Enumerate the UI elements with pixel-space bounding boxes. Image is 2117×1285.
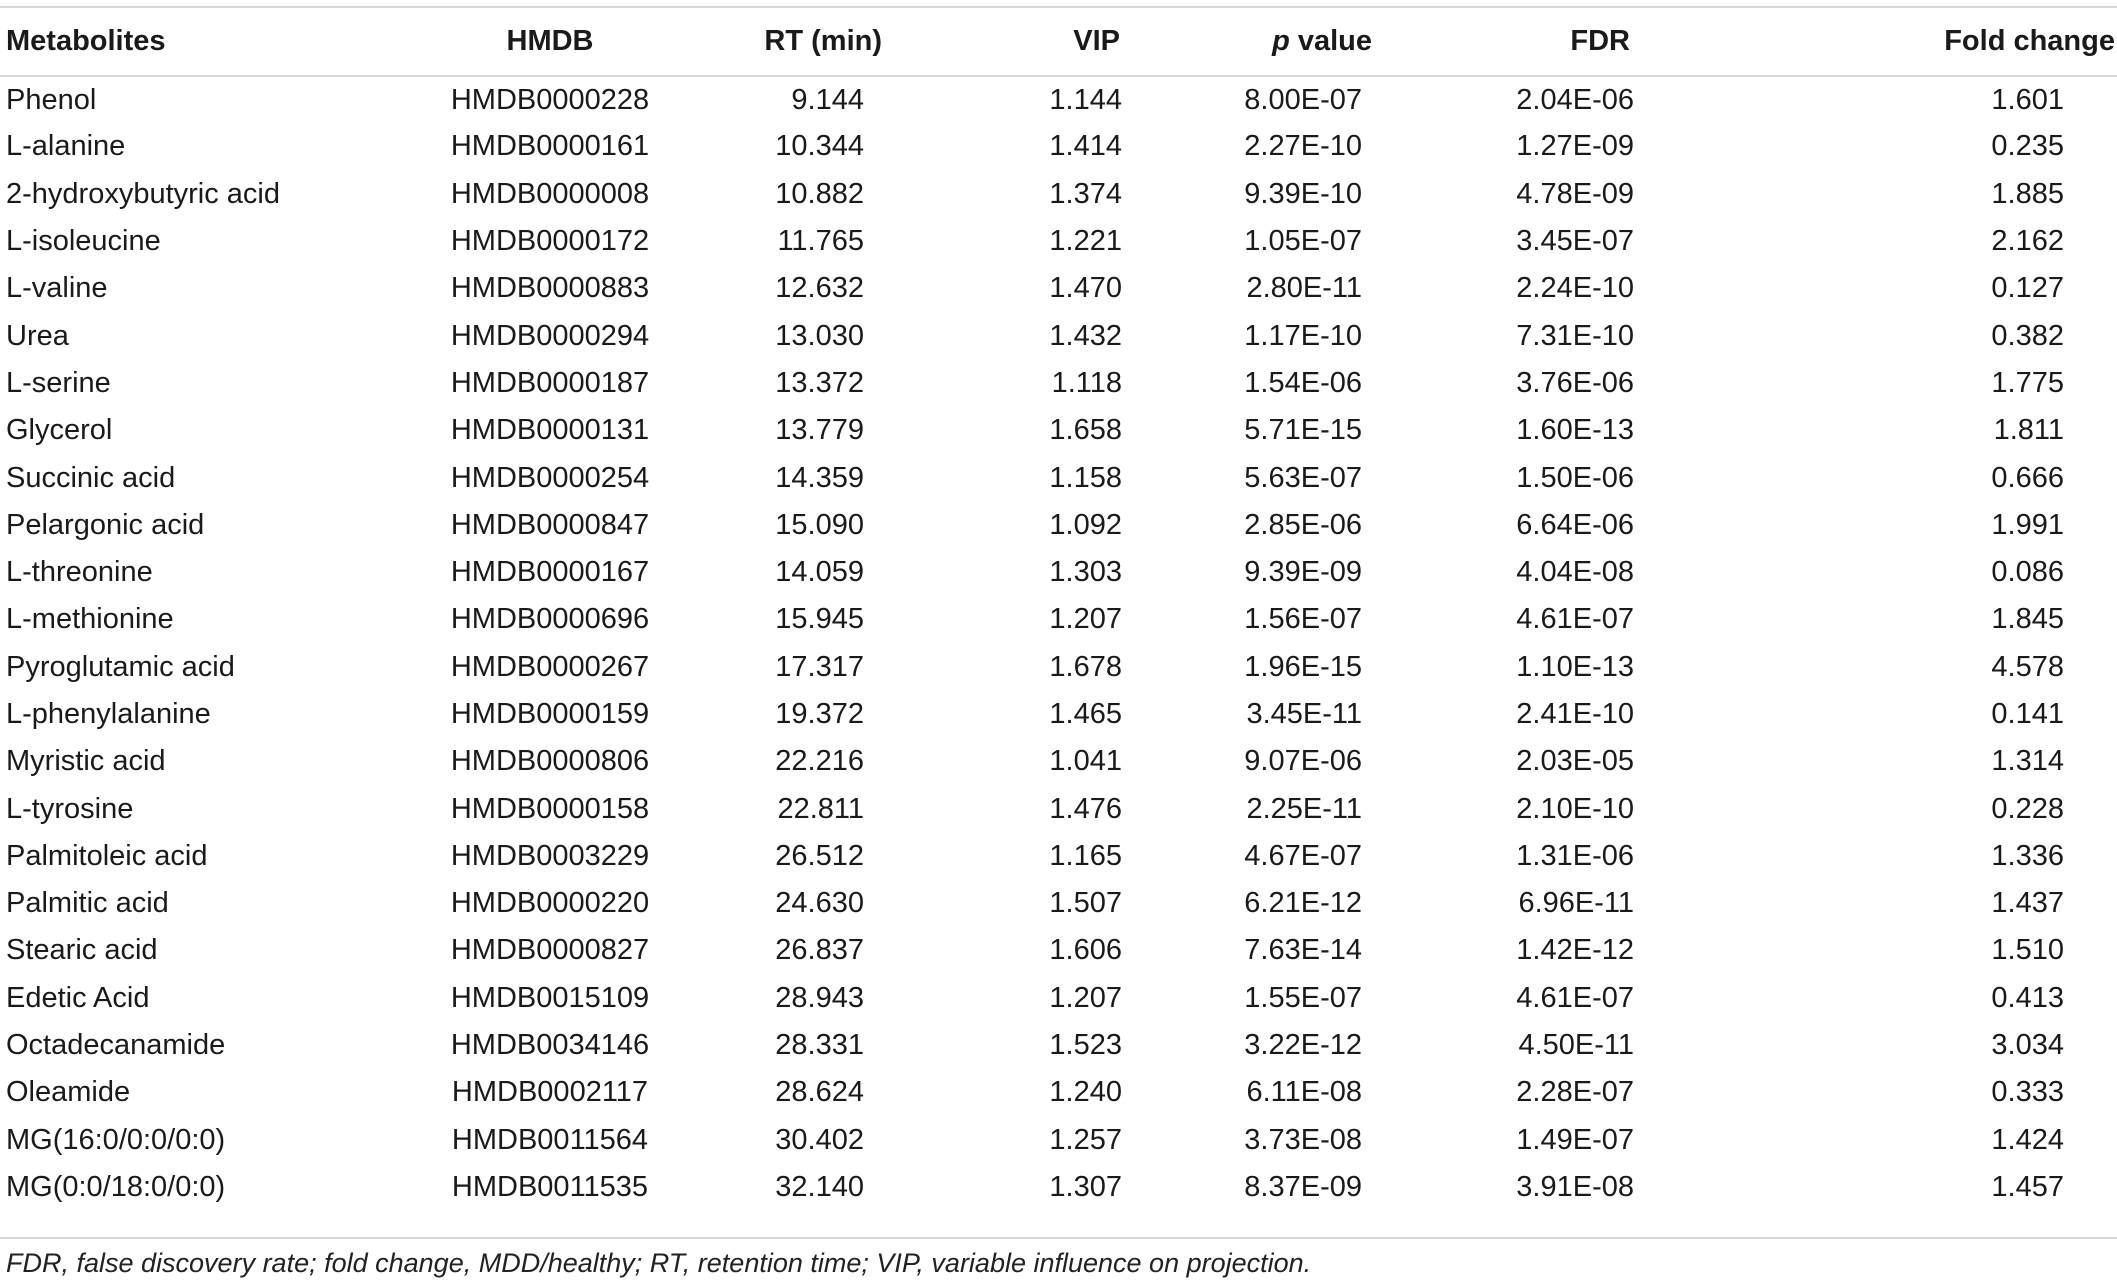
cell-rt: 14.059 bbox=[775, 556, 864, 589]
cell-fdr: 1.27E-09 bbox=[1516, 130, 1634, 163]
cell-fold-change: 1.457 bbox=[1991, 1170, 2064, 1203]
cell-rt: 14.359 bbox=[775, 461, 864, 494]
cell-vip: 1.470 bbox=[1049, 272, 1122, 305]
cell-fold-change: 1.424 bbox=[1991, 1123, 2064, 1156]
cell-hmdb: HMDB0000008 bbox=[450, 177, 650, 210]
cell-metabolite: L-phenylalanine bbox=[6, 698, 211, 730]
cell-rt: 30.402 bbox=[775, 1123, 864, 1156]
cell-hmdb: HMDB0000161 bbox=[450, 130, 650, 163]
cell-vip: 1.476 bbox=[1049, 792, 1122, 825]
header-hmdb: HMDB bbox=[506, 25, 594, 57]
cell-p-value: 1.17E-10 bbox=[1244, 319, 1362, 352]
cell-fold-change: 0.382 bbox=[1991, 319, 2064, 352]
table-row bbox=[0, 1022, 2117, 1069]
cell-vip: 1.165 bbox=[1049, 839, 1122, 872]
table-row bbox=[0, 265, 2117, 312]
cell-hmdb: HMDB0000847 bbox=[450, 508, 650, 541]
cell-hmdb: HMDB0000131 bbox=[450, 414, 650, 447]
cell-fold-change: 0.235 bbox=[1991, 130, 2064, 163]
cell-rt: 22.811 bbox=[777, 792, 864, 825]
header-vip: VIP bbox=[1073, 25, 1120, 57]
cell-fdr: 3.76E-06 bbox=[1516, 366, 1634, 399]
cell-p-value: 3.73E-08 bbox=[1244, 1123, 1362, 1156]
cell-hmdb: HMDB0011564 bbox=[451, 1123, 649, 1156]
cell-metabolite: Pelargonic acid bbox=[6, 508, 205, 541]
cell-fdr: 4.04E-08 bbox=[1516, 556, 1634, 589]
table-row bbox=[0, 1117, 2117, 1164]
table-row bbox=[0, 549, 2117, 596]
cell-fdr: 2.10E-10 bbox=[1516, 792, 1634, 825]
table-row bbox=[0, 218, 2117, 265]
bottom-rule bbox=[0, 1237, 2117, 1239]
cell-fdr: 4.50E-11 bbox=[1518, 1029, 1634, 1062]
cell-hmdb: HMDB0000254 bbox=[450, 461, 650, 494]
cell-vip: 1.307 bbox=[1049, 1170, 1122, 1203]
table-row bbox=[0, 1164, 2117, 1211]
cell-fold-change: 0.141 bbox=[1991, 698, 2064, 730]
cell-vip: 1.507 bbox=[1049, 887, 1122, 920]
table-row bbox=[0, 785, 2117, 832]
cell-p-value: 3.22E-12 bbox=[1244, 1029, 1362, 1062]
cell-hmdb: HMDB0000167 bbox=[450, 556, 650, 589]
table-body bbox=[0, 76, 2117, 1211]
cell-metabolite: Succinic acid bbox=[6, 461, 176, 494]
cell-p-value: 8.37E-09 bbox=[1244, 1170, 1362, 1203]
cell-fold-change: 1.885 bbox=[1991, 177, 2064, 210]
cell-p-value: 4.67E-07 bbox=[1244, 839, 1362, 872]
cell-p-value: 3.45E-11 bbox=[1246, 698, 1362, 730]
cell-vip: 1.658 bbox=[1049, 414, 1122, 447]
cell-p-value: 1.96E-15 bbox=[1244, 650, 1362, 683]
cell-hmdb: HMDB0000696 bbox=[450, 603, 650, 636]
cell-vip: 1.221 bbox=[1049, 225, 1122, 258]
cell-rt: 19.372 bbox=[775, 698, 864, 730]
header-row bbox=[0, 7, 2117, 76]
cell-fold-change: 1.314 bbox=[1991, 745, 2064, 778]
cell-fdr: 1.31E-06 bbox=[1516, 839, 1634, 872]
cell-fold-change: 4.578 bbox=[1991, 650, 2064, 683]
table-row bbox=[0, 171, 2117, 218]
cell-metabolite: Oleamide bbox=[6, 1076, 131, 1109]
cell-vip: 1.523 bbox=[1049, 1029, 1122, 1062]
cell-fold-change: 0.666 bbox=[1991, 461, 2064, 494]
cell-metabolite: L-tyrosine bbox=[6, 792, 134, 825]
cell-fdr: 1.50E-06 bbox=[1516, 461, 1634, 494]
cell-p-value: 9.39E-09 bbox=[1244, 556, 1362, 589]
cell-rt: 15.090 bbox=[775, 508, 864, 541]
cell-metabolite: Palmitoleic acid bbox=[6, 839, 208, 872]
cell-fdr: 2.04E-06 bbox=[1516, 83, 1634, 116]
cell-p-value: 6.21E-12 bbox=[1244, 887, 1362, 920]
cell-p-value: 2.85E-06 bbox=[1244, 508, 1362, 541]
cell-rt: 11.765 bbox=[777, 225, 864, 258]
cell-vip: 1.257 bbox=[1049, 1123, 1122, 1156]
cell-hmdb: HMDB0000267 bbox=[450, 650, 650, 683]
cell-rt: 13.372 bbox=[775, 366, 864, 399]
cell-vip: 1.465 bbox=[1049, 698, 1122, 730]
cell-vip: 1.606 bbox=[1049, 934, 1122, 967]
header-fdr: FDR bbox=[1570, 25, 1630, 57]
cell-p-value: 1.54E-06 bbox=[1244, 366, 1362, 399]
table-row bbox=[0, 975, 2117, 1022]
cell-fold-change: 0.333 bbox=[1991, 1076, 2064, 1109]
cell-p-value: 1.55E-07 bbox=[1244, 981, 1362, 1014]
cell-fdr: 4.61E-07 bbox=[1516, 981, 1634, 1014]
cell-rt: 26.837 bbox=[775, 934, 864, 967]
cell-metabolite: L-methionine bbox=[6, 603, 174, 636]
cell-vip: 1.207 bbox=[1049, 603, 1122, 636]
cell-metabolite: L-valine bbox=[6, 272, 108, 305]
cell-p-value: 8.00E-07 bbox=[1244, 83, 1362, 116]
cell-fold-change: 1.601 bbox=[1991, 83, 2064, 116]
table-row bbox=[0, 123, 2117, 170]
cell-fdr: 1.10E-13 bbox=[1516, 650, 1634, 683]
header-p-value bbox=[1200, 7, 1460, 76]
cell-hmdb: HMDB0000827 bbox=[450, 934, 650, 967]
cell-rt: 12.632 bbox=[775, 272, 864, 305]
cell-rt: 13.030 bbox=[775, 319, 864, 352]
table-row bbox=[0, 360, 2117, 407]
header-p-rest: value bbox=[1289, 25, 1372, 57]
cell-fold-change: 0.086 bbox=[1991, 556, 2064, 589]
cell-hmdb: HMDB0000172 bbox=[450, 225, 650, 258]
table-row bbox=[0, 596, 2117, 643]
cell-p-value: 1.05E-07 bbox=[1244, 225, 1362, 258]
cell-metabolite: Glycerol bbox=[6, 414, 113, 447]
table-footnote: FDR, false discovery rate; fold change, MDD/healthy; RT, retention time; VIP, variable influence on projection. bbox=[6, 1248, 1312, 1278]
cell-metabolite: Phenol bbox=[6, 83, 97, 116]
cell-fdr: 2.41E-10 bbox=[1516, 698, 1634, 730]
cell-rt: 17.317 bbox=[775, 650, 864, 683]
cell-p-value: 2.27E-10 bbox=[1244, 130, 1362, 163]
table-row bbox=[0, 927, 2117, 974]
cell-hmdb: HMDB0011535 bbox=[451, 1170, 649, 1203]
cell-rt: 22.216 bbox=[775, 745, 864, 778]
cell-fold-change: 0.228 bbox=[1991, 792, 2064, 825]
cell-fdr: 1.49E-07 bbox=[1516, 1123, 1634, 1156]
table-row bbox=[0, 312, 2117, 359]
cell-fold-change: 1.991 bbox=[1991, 508, 2064, 541]
cell-fdr: 4.78E-09 bbox=[1516, 177, 1634, 210]
cell-rt: 10.344 bbox=[775, 130, 864, 163]
cell-fdr: 6.96E-11 bbox=[1518, 887, 1634, 920]
cell-hmdb: HMDB0000220 bbox=[450, 887, 650, 920]
cell-rt: 26.512 bbox=[775, 839, 864, 872]
cell-metabolite: 2-hydroxybutyric acid bbox=[6, 177, 280, 210]
cell-p-value: 1.56E-07 bbox=[1244, 603, 1362, 636]
header-p-italic: p bbox=[1272, 25, 1290, 57]
cell-p-value: 2.80E-11 bbox=[1246, 272, 1362, 305]
cell-vip: 1.092 bbox=[1049, 508, 1122, 541]
cell-metabolite: Edetic Acid bbox=[6, 981, 150, 1014]
cell-vip: 1.240 bbox=[1049, 1076, 1122, 1109]
cell-fdr: 2.28E-07 bbox=[1516, 1076, 1634, 1109]
cell-metabolite: Urea bbox=[6, 319, 69, 352]
cell-hmdb: HMDB0000228 bbox=[450, 83, 650, 116]
cell-metabolite: MG(0:0/18:0/0:0) bbox=[6, 1170, 226, 1203]
cell-fold-change: 1.437 bbox=[1991, 887, 2064, 920]
cell-metabolite: Stearic acid bbox=[6, 934, 158, 967]
cell-metabolite: Pyroglutamic acid bbox=[6, 650, 235, 683]
cell-fold-change: 0.413 bbox=[1991, 981, 2064, 1014]
cell-rt: 28.331 bbox=[775, 1029, 864, 1062]
cell-metabolite: L-alanine bbox=[6, 130, 126, 163]
cell-p-value: 6.11E-08 bbox=[1246, 1076, 1362, 1109]
cell-vip: 1.414 bbox=[1049, 130, 1122, 163]
cell-hmdb: HMDB0000159 bbox=[450, 698, 650, 730]
cell-metabolite: MG(16:0/0:0/0:0) bbox=[6, 1123, 226, 1156]
table-row bbox=[0, 833, 2117, 880]
cell-hmdb: HMDB0003229 bbox=[450, 839, 650, 872]
header-rt: RT (min) bbox=[764, 25, 882, 57]
cell-p-value: 5.71E-15 bbox=[1244, 414, 1362, 447]
cell-metabolite: Octadecanamide bbox=[6, 1029, 226, 1062]
cell-p-value: 7.63E-14 bbox=[1244, 934, 1362, 967]
cell-vip: 1.041 bbox=[1049, 745, 1122, 778]
table-row bbox=[0, 454, 2117, 501]
cell-fdr: 3.45E-07 bbox=[1516, 225, 1634, 258]
cell-hmdb: HMDB0000883 bbox=[450, 272, 650, 305]
cell-vip: 1.303 bbox=[1049, 556, 1122, 589]
cell-fold-change: 1.845 bbox=[1991, 603, 2064, 636]
cell-vip: 1.207 bbox=[1049, 981, 1122, 1014]
cell-fdr: 1.42E-12 bbox=[1516, 934, 1634, 967]
cell-hmdb: HMDB0000806 bbox=[450, 745, 650, 778]
table-row bbox=[0, 644, 2117, 691]
cell-metabolite: L-isoleucine bbox=[6, 225, 161, 258]
cell-hmdb: HMDB0034146 bbox=[450, 1029, 650, 1062]
cell-vip: 1.118 bbox=[1051, 366, 1122, 399]
cell-fdr: 3.91E-08 bbox=[1516, 1170, 1634, 1203]
cell-fold-change: 1.510 bbox=[1991, 934, 2064, 967]
metabolites-table bbox=[0, 6, 2117, 1211]
cell-rt: 28.943 bbox=[775, 981, 864, 1014]
cell-fdr: 7.31E-10 bbox=[1516, 319, 1634, 352]
cell-metabolite: L-serine bbox=[6, 366, 111, 399]
table-header bbox=[0, 7, 2117, 76]
cell-fdr: 4.61E-07 bbox=[1516, 603, 1634, 636]
cell-vip: 1.158 bbox=[1049, 461, 1122, 494]
cell-vip: 1.432 bbox=[1049, 319, 1122, 352]
cell-rt: 32.140 bbox=[775, 1170, 864, 1203]
cell-hmdb: HMDB0000187 bbox=[450, 366, 650, 399]
cell-rt: 28.624 bbox=[775, 1076, 864, 1109]
cell-fold-change: 1.811 bbox=[1993, 414, 2064, 447]
cell-p-value: 9.07E-06 bbox=[1244, 745, 1362, 778]
cell-fold-change: 2.162 bbox=[1991, 225, 2064, 258]
cell-fdr: 1.60E-13 bbox=[1516, 414, 1634, 447]
header-metabolites: Metabolites bbox=[6, 25, 166, 57]
cell-hmdb: HMDB0002117 bbox=[451, 1076, 649, 1109]
table-row bbox=[0, 502, 2117, 549]
cell-rt: 15.945 bbox=[775, 603, 864, 636]
header-fold-change: Fold change bbox=[1944, 25, 2115, 57]
cell-rt: 13.779 bbox=[775, 414, 864, 447]
cell-fdr: 2.03E-05 bbox=[1516, 745, 1634, 778]
cell-rt: 24.630 bbox=[775, 887, 864, 920]
cell-hmdb: HMDB0000158 bbox=[450, 792, 650, 825]
cell-metabolite: Palmitic acid bbox=[6, 887, 169, 920]
table-row bbox=[0, 76, 2117, 123]
cell-fold-change: 3.034 bbox=[1991, 1029, 2064, 1062]
cell-rt: 9.144 bbox=[791, 83, 864, 116]
cell-fdr: 6.64E-06 bbox=[1516, 508, 1634, 541]
cell-rt: 10.882 bbox=[775, 177, 864, 210]
cell-fold-change: 1.336 bbox=[1991, 839, 2064, 872]
cell-fdr: 2.24E-10 bbox=[1516, 272, 1634, 305]
table-row bbox=[0, 738, 2117, 785]
cell-p-value: 9.39E-10 bbox=[1244, 177, 1362, 210]
cell-metabolite: Myristic acid bbox=[6, 745, 166, 778]
table-row bbox=[0, 407, 2117, 454]
cell-metabolite: L-threonine bbox=[6, 556, 153, 589]
cell-fold-change: 0.127 bbox=[1991, 272, 2064, 305]
cell-p-value: 2.25E-11 bbox=[1246, 792, 1362, 825]
table-row bbox=[0, 1069, 2117, 1116]
table-row bbox=[0, 880, 2117, 927]
cell-fold-change: 1.775 bbox=[1991, 366, 2064, 399]
cell-hmdb: HMDB0000294 bbox=[450, 319, 650, 352]
cell-vip: 1.374 bbox=[1049, 177, 1122, 210]
cell-hmdb: HMDB0015109 bbox=[450, 981, 650, 1014]
cell-vip: 1.144 bbox=[1049, 83, 1122, 116]
cell-vip: 1.678 bbox=[1049, 650, 1122, 683]
cell-p-value: 5.63E-07 bbox=[1244, 461, 1362, 494]
table-row bbox=[0, 691, 2117, 738]
